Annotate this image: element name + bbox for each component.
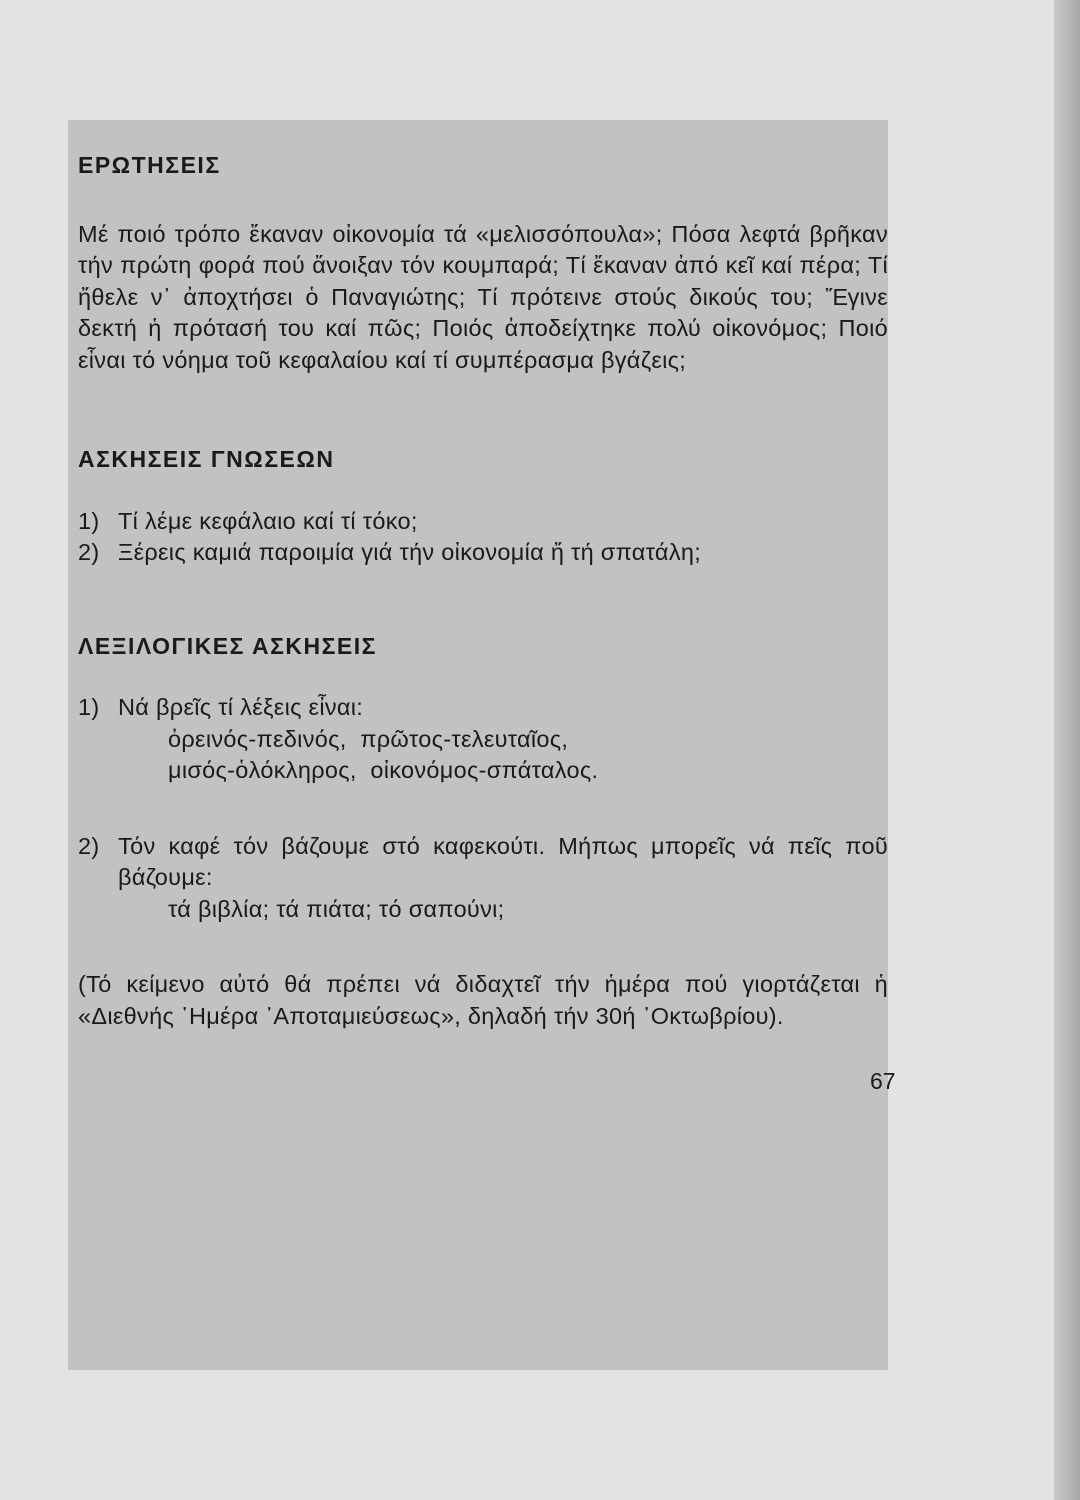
knowledge-exercises-heading: ΑΣΚΗΣΕΙΣ ΓΝΩΣΕΩΝ [78, 446, 335, 472]
page-number: 67 [870, 1068, 896, 1094]
list-item [78, 506, 888, 538]
list-item [78, 692, 888, 724]
vocabulary-exercise-2 [78, 831, 888, 926]
word-pairs-line-1: ὀρεινός-πεδινός, πρῶτος-τελευταῖος, [168, 725, 569, 752]
item-text: Νά βρεῖς τί λέξεις εἶναι: [118, 694, 364, 720]
vocabulary-exercise-1 [78, 692, 888, 787]
item-text: Τόν καφέ τόν βάζουμε στό καφεκούτι. Μήπως μπορεῖς νά πεῖς ποῦ βάζουμε: [118, 832, 888, 890]
item-text: Ξέρεις καμιά παροιμία γιά τήν οἰκονομία ἤ τή σπατάλη; [118, 539, 702, 565]
item-number: 1) [78, 694, 100, 720]
exercise-content [78, 150, 888, 1032]
item-number: 2) [78, 832, 100, 859]
page-edge-shadow [1054, 0, 1080, 1500]
questions-paragraph: Μέ ποιό τρόπο ἔκαναν οἰκονομία τά «μελισσόπουλα»; Πόσα λεφτά βρῆκαν τήν πρώτη φορά πού ἄνοιξαν τόν κουμπαρά; Τί ἔκαναν ἀπό κεῖ καί πέρα; Τί ἤθελε ν᾽ ἀποχτήσει ὁ Παναγιώτης; Τί πρότεινε στούς δικούς του; Ἔγινε δεκτή ἡ πρότασή του καί πῶς; Ποιός ἀποδείχτηκε πολύ οἰκονόμος; Ποιό εἶναι τό νόημα τοῦ κεφαλαίου καί τί συμπέρασμα βγάζεις; [78, 220, 888, 373]
questions-heading: ΕΡΩΤΗΣΕΙΣ [78, 152, 221, 178]
knowledge-exercises-list [78, 506, 888, 569]
list-item [78, 831, 888, 894]
teacher-note: (Τό κείμενο αὐτό θά πρέπει νά διδαχτεῖ τήν ἡμέρα πού γιορτάζεται ἡ «Διεθνής ῾Ημέρα ᾿Αποταμιεύσεως», δηλαδή τήν 30ή ᾿Οκτωβρίου). [78, 971, 888, 1029]
list-item [78, 537, 888, 569]
item-number: 1) [78, 507, 100, 534]
item-number: 2) [78, 539, 100, 565]
vocabulary-exercises-heading: ΛΕΞΙΛΟΓΙΚΕΣ ΑΣΚΗΣΕΙΣ [78, 632, 377, 659]
objects-line: τά βιβλία; τά πιάτα; τό σαπούνι; [168, 895, 505, 922]
word-pairs-line-2: μισός-ὁλόκληρος, οἰκονόμος-σπάταλος. [168, 757, 599, 783]
item-text: Τί λέμε κεφάλαιο καί τί τόκο; [118, 507, 418, 534]
